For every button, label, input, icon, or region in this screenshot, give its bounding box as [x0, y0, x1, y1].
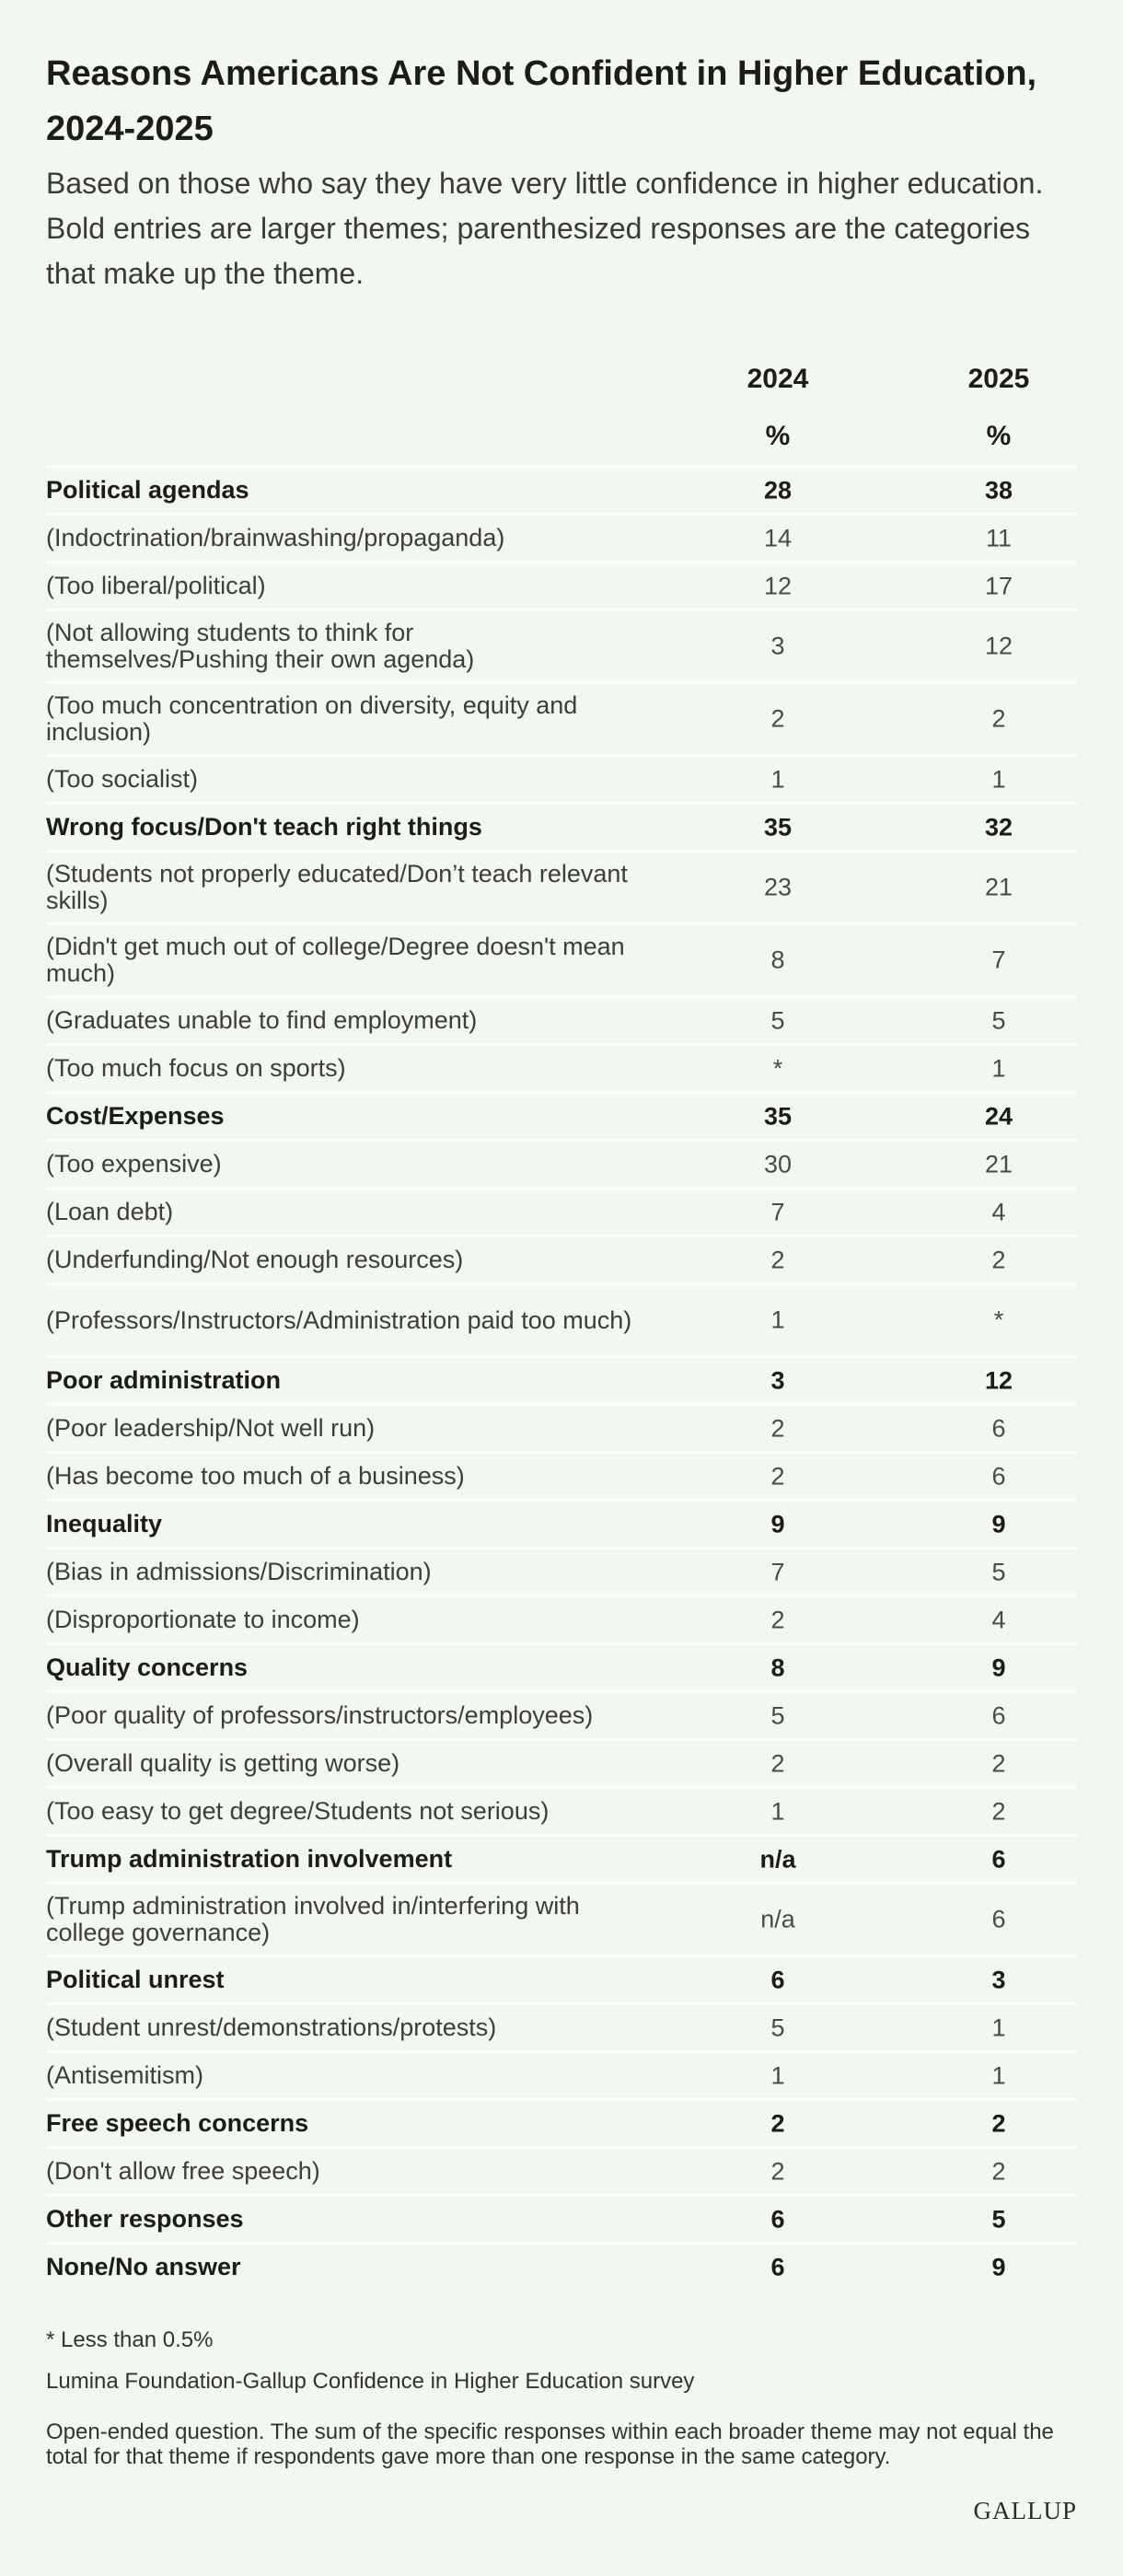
value-2024: 7 — [770, 1198, 785, 1225]
value-2025: 6 — [991, 1701, 1006, 1729]
row-label: (Disproportionate to income) — [46, 1606, 360, 1633]
theme-row — [46, 2242, 1077, 2290]
value-2024: n/a — [759, 1845, 796, 1873]
value-2025: 5 — [991, 2205, 1006, 2233]
value-2024: n/a — [760, 1905, 795, 1933]
value-2024: 8 — [770, 946, 785, 974]
category-row — [46, 995, 1077, 1043]
theme-row — [46, 2098, 1077, 2146]
row-label: Wrong focus/Don't teach right things — [46, 813, 482, 841]
value-2024: 7 — [770, 1558, 785, 1585]
row-label: (Overall quality is getting worse) — [46, 1749, 400, 1777]
value-2025: 6 — [991, 1414, 1006, 1442]
value-2024: 1 — [770, 2061, 785, 2089]
theme-row — [46, 1091, 1077, 1139]
row-label: Political unrest — [46, 1966, 225, 1993]
category-row — [46, 1451, 1077, 1499]
value-2024: 3 — [770, 632, 785, 660]
table-body — [46, 465, 1077, 2290]
value-2024: 28 — [763, 476, 793, 504]
value-2025: 2 — [991, 2109, 1006, 2137]
value-2025: 12 — [984, 632, 1013, 660]
value-2025: 12 — [984, 1366, 1013, 1394]
row-label: (Student unrest/demonstrations/protests) — [46, 2013, 497, 2041]
row-label: (Not allowing students to think for themselves/Pushing their own agenda) — [46, 619, 475, 673]
theme-row — [46, 1499, 1077, 1547]
value-2024: 6 — [770, 1966, 785, 1993]
row-label: Other responses — [46, 2205, 244, 2233]
column-header-2024: 2024 — [747, 364, 809, 394]
value-2024: 2 — [770, 1749, 785, 1777]
row-label: Poor administration — [46, 1366, 282, 1394]
row-label: (Too easy to get degree/Students not serious) — [46, 1797, 550, 1825]
value-2025: 1 — [991, 2013, 1006, 2041]
category-row — [46, 609, 1077, 681]
value-2025: 21 — [984, 1150, 1013, 1178]
value-2025: 1 — [991, 1054, 1006, 1082]
value-2025: * — [993, 1305, 1004, 1334]
category-row — [46, 754, 1077, 802]
row-label: Quality concerns — [46, 1654, 249, 1681]
value-2024: 14 — [763, 524, 793, 551]
value-2025: 11 — [985, 524, 1013, 551]
row-label: (Too expensive) — [46, 1150, 222, 1178]
value-2024: 5 — [770, 1701, 785, 1729]
row-label: (Too much concentration on diversity, equity and inclusion) — [46, 691, 578, 746]
theme-row — [46, 802, 1077, 850]
value-2025: 21 — [984, 873, 1013, 901]
row-label: (Underfunding/Not enough resources) — [46, 1246, 464, 1273]
value-2025: 9 — [991, 2253, 1006, 2280]
category-row — [46, 1595, 1077, 1642]
category-row — [46, 1187, 1077, 1235]
value-2025: 17 — [984, 572, 1013, 599]
value-2024: 9 — [770, 1510, 785, 1537]
value-2024: 5 — [770, 2013, 785, 2041]
row-label: None/No answer — [46, 2253, 241, 2280]
value-2024: 12 — [763, 572, 793, 599]
source-note: Lumina Foundation-Gallup Confidence in Higher Education survey — [46, 2369, 695, 2394]
value-2024: * — [772, 1054, 783, 1082]
value-2025: 2 — [991, 1797, 1006, 1825]
column-unit-2025: % — [986, 421, 1012, 451]
value-2024: 2 — [770, 1462, 785, 1490]
theme-row — [46, 1834, 1077, 1882]
row-label: (Graduates unable to find employment) — [46, 1006, 478, 1034]
category-row — [46, 561, 1077, 609]
row-label: (Don't allow free speech) — [46, 2157, 320, 2185]
row-label: (Loan debt) — [46, 1198, 174, 1225]
row-label: (Students not properly educated/Don’t teach relevant skills) — [46, 860, 628, 914]
category-row — [46, 1738, 1077, 1786]
row-label: Free speech concerns — [46, 2109, 309, 2137]
method-note: Open-ended question. The sum of the specific responses within each broader theme may not equal the total for that theme if respondents gave more than one response in the same category. — [46, 2419, 1054, 2469]
category-row — [46, 922, 1077, 995]
column-header-2025: 2025 — [967, 364, 1030, 394]
value-2025: 2 — [991, 2157, 1006, 2185]
data-table — [46, 354, 1077, 2290]
category-row — [46, 513, 1077, 561]
value-2025: 2 — [991, 1749, 1006, 1777]
category-row — [46, 1403, 1077, 1451]
value-2025: 9 — [991, 1510, 1006, 1537]
column-unit-2024: % — [765, 421, 791, 451]
value-2025: 1 — [991, 765, 1006, 793]
value-2025: 38 — [984, 476, 1013, 504]
value-2024: 2 — [770, 1246, 785, 1273]
value-2024: 2 — [770, 2157, 785, 2185]
value-2024: 6 — [770, 2253, 785, 2280]
row-label: (Antisemitism) — [46, 2061, 204, 2089]
row-label: Inequality — [46, 1510, 163, 1537]
value-2025: 6 — [991, 1905, 1006, 1933]
value-2025: 6 — [991, 1845, 1006, 1873]
category-row — [46, 681, 1077, 754]
value-2025: 2 — [991, 704, 1006, 733]
row-label: (Poor quality of professors/instructors/employees) — [46, 1701, 594, 1729]
theme-row — [46, 1642, 1077, 1690]
value-2024: 3 — [770, 1366, 785, 1394]
value-2024: 5 — [770, 1006, 785, 1034]
row-label: (Poor leadership/Not well run) — [46, 1414, 376, 1442]
row-label: (Indoctrination/brainwashing/propaganda) — [46, 524, 505, 551]
asterisk-note: * Less than 0.5% — [46, 2327, 214, 2352]
category-row — [46, 1786, 1077, 1834]
value-2024: 1 — [770, 1797, 785, 1825]
row-label: (Bias in admissions/Discrimination) — [46, 1558, 432, 1585]
row-label: Political agendas — [46, 476, 249, 504]
row-label: (Has become too much of a business) — [46, 1462, 465, 1490]
category-row — [46, 1043, 1077, 1091]
value-2024: 35 — [763, 1102, 793, 1130]
row-label: (Too much focus on sports) — [46, 1054, 346, 1082]
theme-row — [46, 2194, 1077, 2242]
category-row — [46, 1282, 1077, 1355]
chart-title: Reasons Americans Are Not Confident in Higher Education, 2024-2025 — [46, 54, 1037, 148]
category-row — [46, 1547, 1077, 1595]
value-2024: 2 — [770, 704, 785, 733]
row-label: Trump administration involvement — [46, 1845, 453, 1873]
value-2025: 6 — [991, 1462, 1006, 1490]
gallup-logo: GALLUP — [973, 2497, 1077, 2524]
value-2024: 23 — [763, 873, 793, 901]
value-2025: 2 — [991, 1246, 1006, 1273]
value-2024: 2 — [770, 2109, 785, 2137]
theme-row — [46, 465, 1077, 513]
table-header — [46, 354, 1077, 465]
row-label: (Too socialist) — [46, 765, 199, 793]
value-2024: 30 — [763, 1150, 793, 1178]
category-row — [46, 2050, 1077, 2098]
category-row — [46, 1139, 1077, 1187]
value-2025: 1 — [991, 2061, 1006, 2089]
row-label: (Trump administration involved in/interfering with college governance) — [46, 1892, 580, 1946]
row-label: Cost/Expenses — [46, 1102, 225, 1130]
value-2024: 8 — [770, 1654, 785, 1681]
chart-subtitle: Based on those who say they have very little confidence in higher education. Bold entries are larger themes; parenthesized responses are the categories that make up the theme. — [46, 167, 1044, 290]
value-2024: 1 — [770, 1305, 785, 1334]
value-2024: 2 — [770, 1606, 785, 1633]
category-row — [46, 850, 1077, 922]
row-label: (Professors/Instructors/Administration paid too much) — [46, 1305, 632, 1334]
value-2024: 1 — [770, 765, 785, 793]
category-row — [46, 1235, 1077, 1282]
value-2025: 3 — [991, 1966, 1006, 1993]
category-row — [46, 2002, 1077, 2050]
category-row — [46, 1690, 1077, 1738]
row-label: (Didn't get much out of college/Degree doesn't mean much) — [46, 933, 625, 987]
value-2024: 35 — [763, 813, 793, 841]
category-row — [46, 2146, 1077, 2194]
value-2025: 7 — [991, 946, 1006, 974]
value-2025: 24 — [984, 1102, 1013, 1130]
theme-row — [46, 1355, 1077, 1403]
value-2024: 2 — [770, 1414, 785, 1442]
theme-row — [46, 1955, 1077, 2002]
value-2025: 5 — [991, 1006, 1006, 1034]
value-2025: 4 — [991, 1606, 1006, 1633]
category-row — [46, 1882, 1077, 1955]
value-2025: 32 — [984, 813, 1013, 841]
value-2025: 9 — [991, 1654, 1006, 1681]
value-2024: 6 — [770, 2205, 785, 2233]
value-2025: 5 — [991, 1558, 1006, 1585]
row-label: (Too liberal/political) — [46, 572, 266, 599]
value-2025: 4 — [991, 1198, 1006, 1225]
